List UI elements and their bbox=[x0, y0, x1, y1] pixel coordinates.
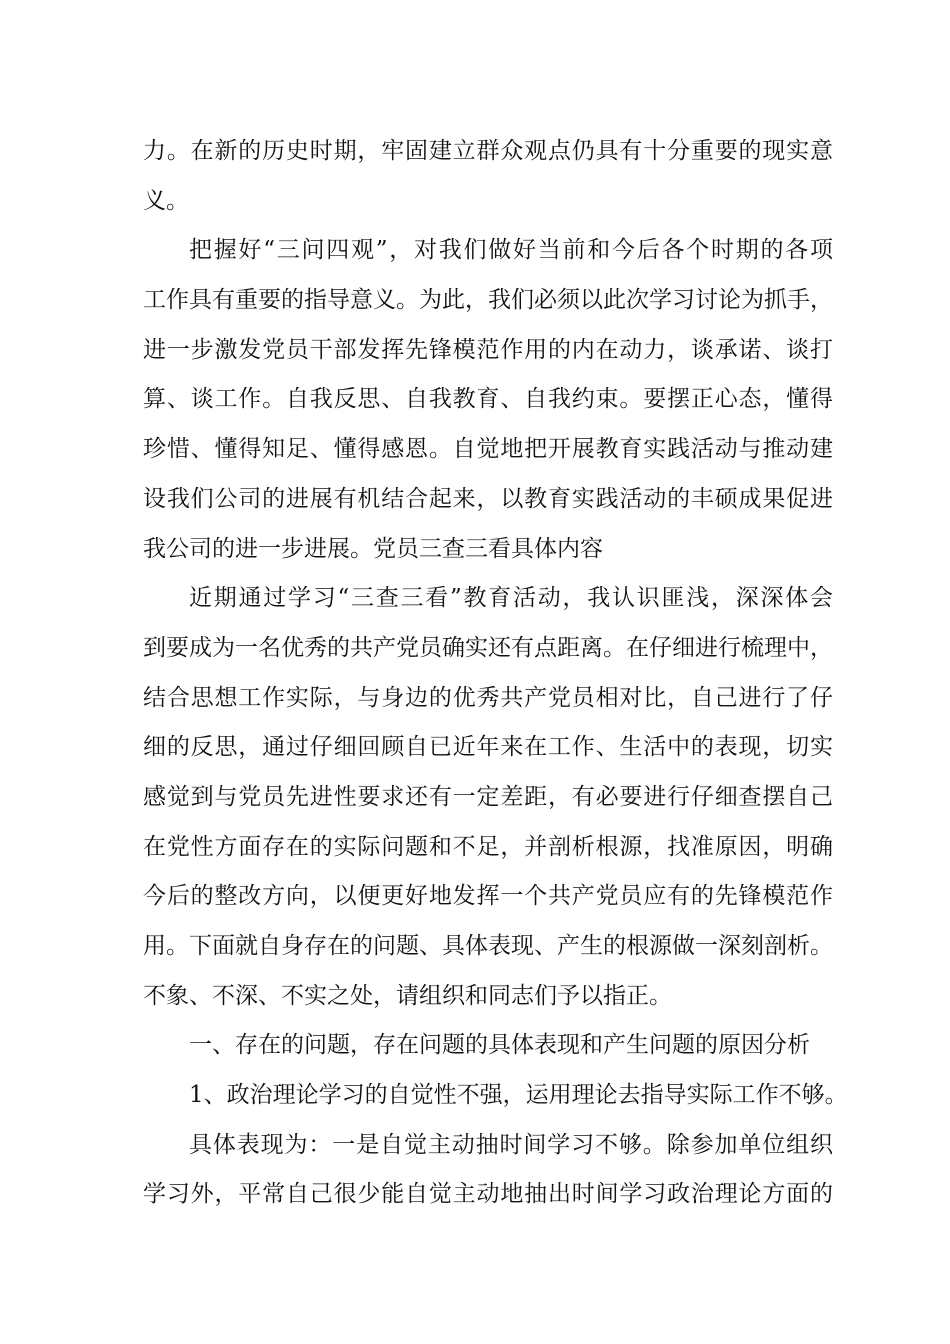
paragraph-first-line: 近期通过学习“三查三看”教育活动，我认识匪浅，深深体会 bbox=[189, 585, 833, 612]
text-line: 学习外，平常自己很少能自觉主动地抽出时间学习政治理论方面的 bbox=[143, 1181, 833, 1208]
text-line: 算、谈工作。自我反思、自我教育、自我约束。要摆正心态，懂得 bbox=[143, 386, 833, 413]
text-line: 进一步激发党员干部发挥先锋模范作用的内在动力，谈承诺、谈打 bbox=[143, 336, 833, 363]
paragraph-first-line: 具体表现为：一是自觉主动抽时间学习不够。除参加单位组织 bbox=[189, 1131, 833, 1158]
text-line: 在党性方面存在的实际问题和不足，并剖析根源，找准原因，明确 bbox=[143, 833, 833, 860]
text-line: 我公司的进一步进展。党员三查三看具体内容 bbox=[143, 535, 603, 562]
document-body bbox=[143, 127, 848, 1220]
text-line: 细的反思，通过仔细回顾自已近年来在工作、生活中的表现，切实 bbox=[143, 734, 833, 761]
subsection-heading: 1、政治理论学习的自觉性不强，运用理论去指导实际工作不够。 bbox=[189, 1082, 848, 1109]
text-line: 珍惜、懂得知足、懂得感恩。自觉地把开展教育实践活动与推动建 bbox=[143, 436, 833, 463]
text-line: 结合思想工作实际，与身边的优秀共产党员相对比，自己进行了仔 bbox=[143, 684, 833, 711]
text-line: 力。在新的历史时期，牢固建立群众观点仍具有十分重要的现实意 bbox=[143, 138, 833, 164]
text-line: 工作具有重要的指导意义。为此，我们必须以此次学习讨论为抓手， bbox=[143, 287, 833, 314]
text-line: 到要成为一名优秀的共产党员确实还有点距离。在仔细进行梳理中， bbox=[143, 634, 833, 661]
paragraph-first-line: 把握好“三问四观”，对我们做好当前和今后各个时期的各项 bbox=[189, 237, 833, 264]
text-line: 义。 bbox=[143, 187, 189, 214]
text-line: 不象、不深、不实之处，请组织和同志们予以指正。 bbox=[143, 982, 672, 1009]
section-heading: 一、存在的问题，存在问题的具体表现和产生问题的原因分析 bbox=[189, 1032, 810, 1059]
text-line: 感觉到与党员先进性要求还有一定差距，有必要进行仔细查摆自己 bbox=[143, 783, 833, 810]
text-line: 用。下面就自身存在的问题、具体表现、产生的根源做一深刻剖析。 bbox=[143, 933, 833, 959]
text-line: 今后的整改方向，以便更好地发挥一个共产党员应有的先锋模范作 bbox=[143, 883, 833, 910]
text-line: 设我们公司的进展有机结合起来，以教育实践活动的丰硕成果促进 bbox=[143, 485, 833, 512]
